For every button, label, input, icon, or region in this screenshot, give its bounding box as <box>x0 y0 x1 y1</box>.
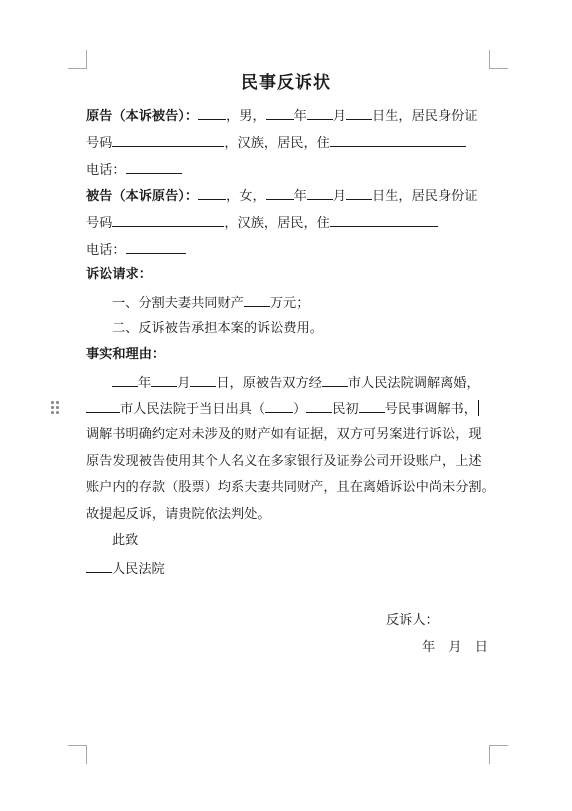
claim-1-unit: 万元； <box>269 296 310 311</box>
phone-blank[interactable] <box>126 160 182 174</box>
city-blank[interactable] <box>86 399 120 413</box>
court-line[interactable] <box>86 559 165 579</box>
claims-heading[interactable]: 诉讼请求： <box>86 267 152 282</box>
defendant-line-2[interactable] <box>86 213 438 233</box>
facts-text: 号民事调解书， <box>384 402 477 417</box>
year-text: 年 <box>138 376 152 391</box>
case-number-blank[interactable] <box>359 399 385 413</box>
day-blank[interactable] <box>346 106 372 120</box>
defendant-line-1[interactable] <box>86 186 478 206</box>
month-blank[interactable] <box>307 186 333 200</box>
id-number-blank[interactable] <box>112 213 224 227</box>
defendant-label: 被告（本诉原告）： <box>86 189 199 204</box>
id-number-text: 号码 <box>86 216 113 231</box>
facts-text: 市人民法院调解离婚， <box>347 376 480 391</box>
page-corner-mark <box>489 50 508 69</box>
year-blank[interactable] <box>112 373 138 387</box>
facts-text: 市人民法院于当日出具（ <box>120 402 266 417</box>
facts-line-1[interactable] <box>112 373 480 393</box>
month-blank[interactable] <box>151 373 177 387</box>
city-blank[interactable] <box>322 373 348 387</box>
plaintiff-phone-line[interactable] <box>86 160 182 180</box>
page-corner-mark <box>68 745 87 764</box>
facts-heading[interactable]: 事实和理由： <box>86 347 166 362</box>
drag-handle-icon[interactable] <box>51 401 61 417</box>
year-blank[interactable] <box>266 186 294 200</box>
claim-item-1[interactable] <box>112 293 309 313</box>
ethnicity-address-text: ，汉族，居民，住 <box>224 216 330 231</box>
year-text: 年 <box>293 109 307 124</box>
facts-line-5[interactable]: 账户内的存款（股票）均系夫妻共同财产，且在离婚诉讼中尚未分割。 <box>86 480 495 495</box>
plaintiff-line-2[interactable] <box>86 133 466 153</box>
court-code-blank[interactable] <box>306 399 332 413</box>
amount-blank[interactable] <box>244 293 270 307</box>
document-title[interactable]: 民事反诉状 <box>241 73 331 93</box>
signer-label[interactable]: 反诉人： <box>386 613 439 628</box>
salutation[interactable]: 此致 <box>112 533 139 548</box>
phone-blank[interactable] <box>126 240 186 254</box>
id-number-text: 号码 <box>86 136 113 151</box>
claim-1-text: 一、分割夫妻共同财产 <box>112 296 244 311</box>
facts-line-6[interactable]: 故提起反诉，请贵院依法判处。 <box>86 507 271 522</box>
phone-label: 电话： <box>86 163 126 178</box>
gender-text: ，男， <box>226 109 266 124</box>
page-corner-mark <box>68 50 87 69</box>
day-blank[interactable] <box>346 186 372 200</box>
claim-item-2[interactable]: 二、反诉被告承担本案的诉讼费用。 <box>112 321 323 336</box>
ethnicity-address-text: ，汉族，居民，住 <box>224 136 330 151</box>
text-cursor <box>478 400 480 416</box>
gender-text: ，女， <box>226 189 266 204</box>
facts-text: ） <box>293 402 307 417</box>
month-text: 月 <box>177 376 191 391</box>
plaintiff-label: 原告（本诉被告）： <box>86 109 199 124</box>
month-blank[interactable] <box>307 106 333 120</box>
facts-line-2[interactable] <box>86 399 479 419</box>
name-blank[interactable] <box>198 186 226 200</box>
address-blank[interactable] <box>330 133 466 147</box>
facts-line-3[interactable]: 调解书明确约定对未涉及的财产如有证据，双方可另案进行诉讼，现 <box>86 427 482 442</box>
day-blank[interactable] <box>190 373 216 387</box>
plaintiff-line-1[interactable] <box>86 106 478 126</box>
facts-text: 日，原被告双方经 <box>216 376 322 391</box>
date-line[interactable]: 年 月 日 <box>422 640 488 655</box>
phone-label: 电话： <box>86 243 126 258</box>
case-year-blank[interactable] <box>265 399 293 413</box>
month-text: 月 <box>332 189 347 204</box>
name-blank[interactable] <box>198 106 226 120</box>
page-corner-mark <box>489 745 508 764</box>
month-text: 月 <box>332 109 347 124</box>
id-number-blank[interactable] <box>112 133 224 147</box>
address-blank[interactable] <box>330 213 438 227</box>
facts-text: 民初 <box>332 402 359 417</box>
court-blank[interactable] <box>86 559 112 573</box>
birth-id-text: 日生，居民身份证 <box>372 189 478 204</box>
year-text: 年 <box>293 189 307 204</box>
year-blank[interactable] <box>266 106 294 120</box>
facts-line-4[interactable]: 原告发现被告使用其个人名义在多家银行及证券公司开设账户，上述 <box>86 454 482 469</box>
birth-id-text: 日生，居民身份证 <box>372 109 478 124</box>
court-suffix: 人民法院 <box>112 562 165 577</box>
defendant-phone-line[interactable] <box>86 240 186 260</box>
